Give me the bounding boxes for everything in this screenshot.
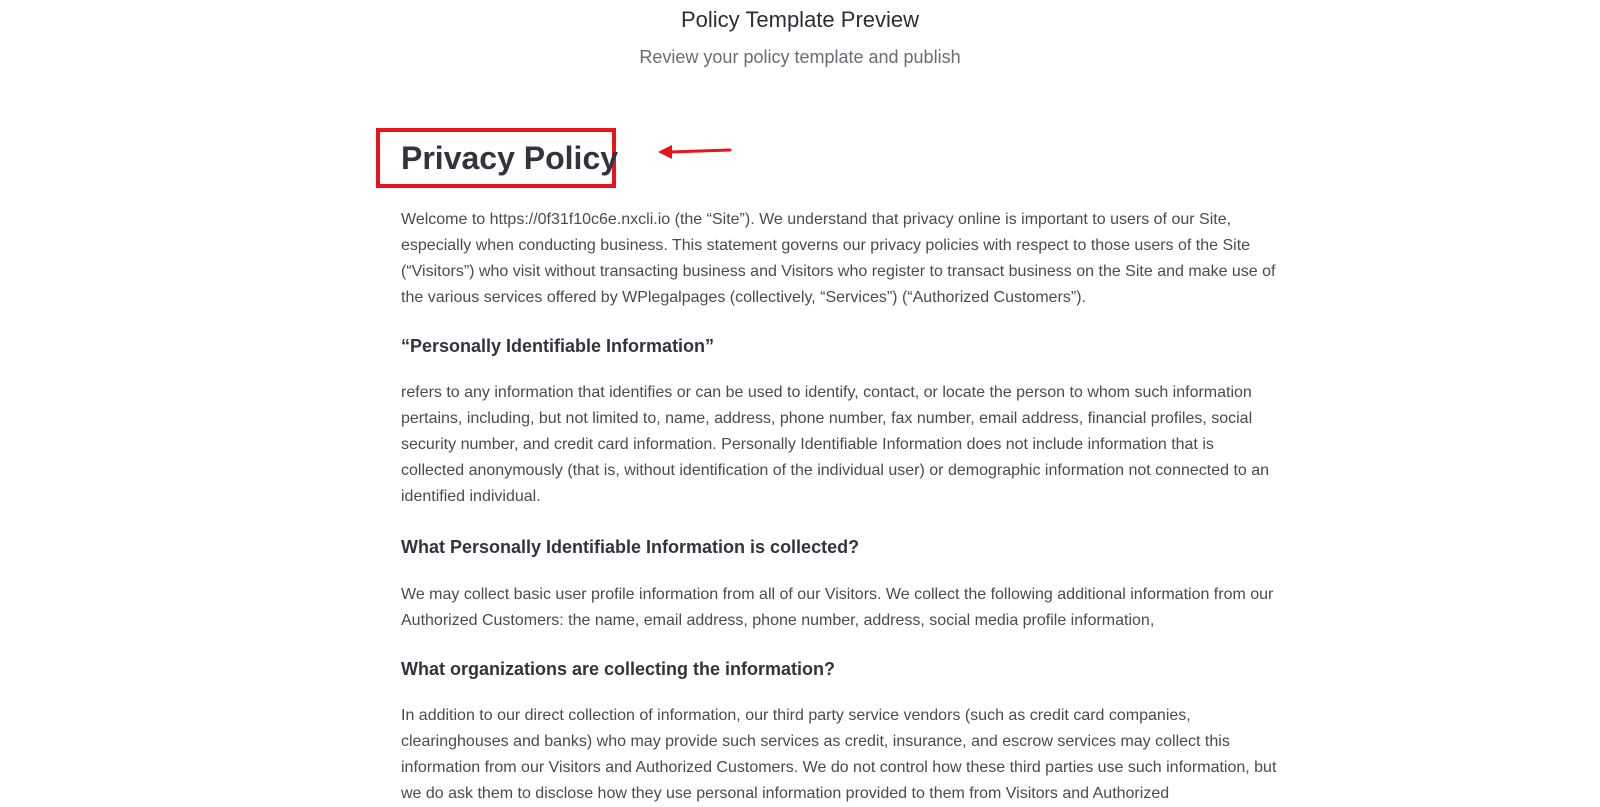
section-title-organizations: What organizations are collecting the information? — [401, 659, 836, 679]
policy-heading: Privacy Policy — [401, 140, 619, 176]
annotation-arrow-icon — [656, 140, 732, 162]
page-title: Policy Template Preview — [680, 7, 920, 32]
section-body-organizations: In addition to our direct collection of information, our third party service vendors (such as credit card companies, clearinghouses and banks) who may provide such services as credit, insurance, and escrow services may collect this information from our Visitors and Authorized Customers. We do not control how these third parties use such information, but we do ask them to disclose how they use personal information provided to them from Visitors and Authorized — [401, 707, 1277, 802]
section-body-pii: refers to any information that identifies or can be used to identify, contact, or locate the person to whom such information pertains, including, but not limited to, name, address, phone number, fax number, email address, financial profiles, social security number, and credit card information. Personally Identifiable Information does not include information that is collected anonymously (that is, without identification of the individual user) or demographic information not connected to an identified individual. — [401, 384, 1270, 505]
policy-intro-paragraph: Welcome to https://0f31f10c6e.nxcli.io (the “Site”). We understand that privacy online is important to users of our Site, especially when conducting business. This statement governs our privacy policies with respect to those users of the Site (“Visitors”) who visit without transacting business and Visitors who register to transact business on the Site and make use of the various services offered by WPlegalpages (collectively, “Services”) (“Authorized Customers”). — [401, 211, 1276, 306]
section-title-pii: “Personally Identifiable Information” — [401, 336, 715, 356]
page-subtitle: Review your policy template and publish — [639, 47, 961, 67]
section-title-what-collected: What Personally Identifiable Information is collected? — [401, 537, 860, 557]
section-body-what-collected: We may collect basic user profile information from all of our Visitors. We collect the following additional information from our Authorized Customers: the name, email address, phone number, address, social media profile information, — [401, 586, 1274, 629]
